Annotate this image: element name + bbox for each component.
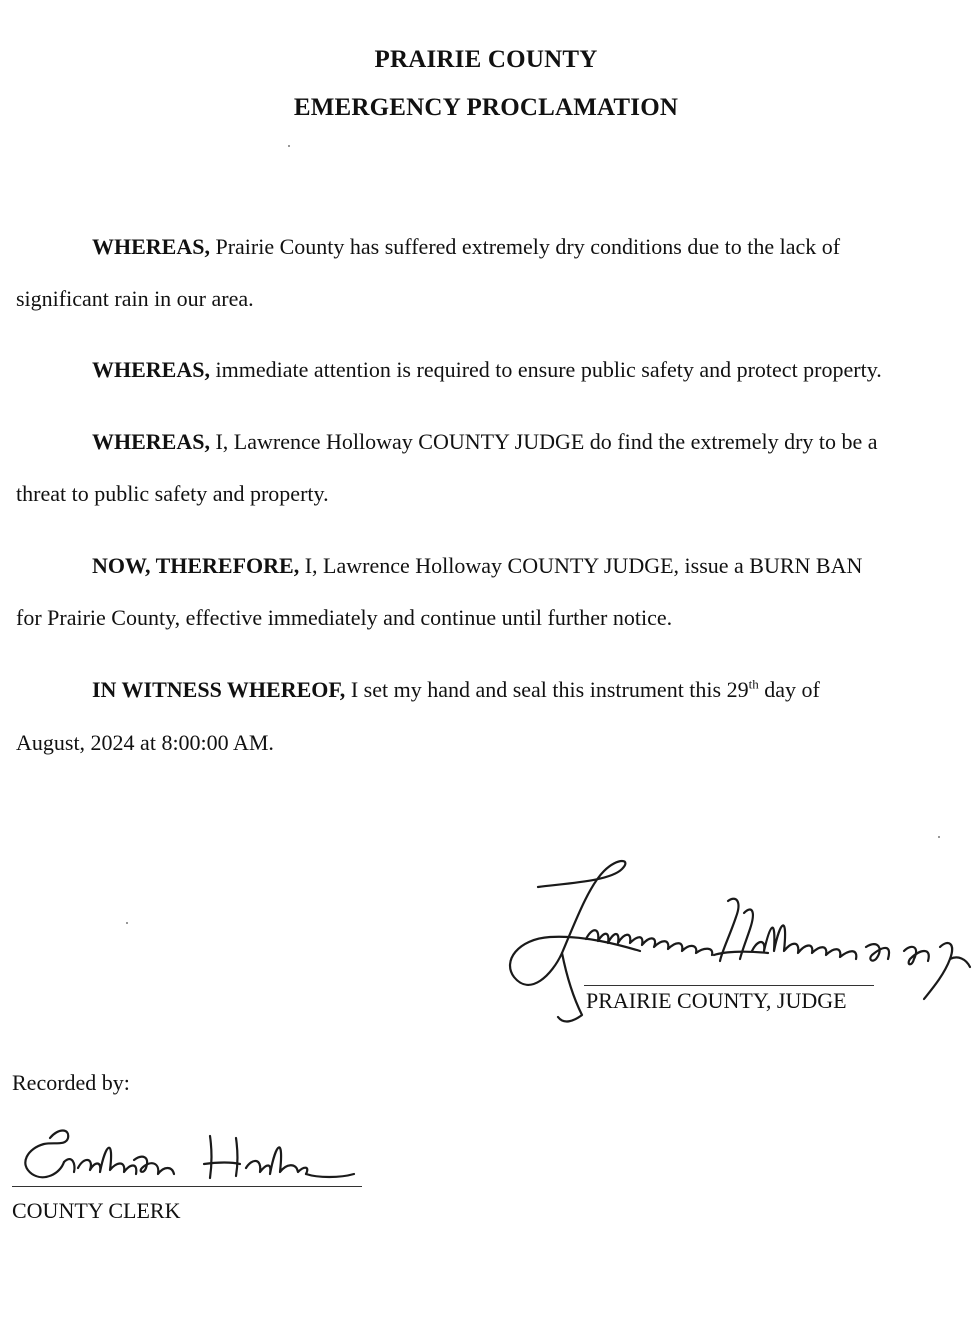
paragraph-2-line-1 [92,357,882,383]
scan-speck [126,922,128,924]
paragraph-1-text: Prairie County has suffered extremely dry conditions due to the lack of [209,234,841,259]
paragraph-5-line-1 [92,677,820,703]
clerk-signature-line [12,1186,362,1187]
recorded-by-label: Recorded by: [12,1070,130,1095]
paragraph-4-line-2: for Prairie County, effective immediately and continue until further notice. [16,605,673,630]
paragraph-3-text: I, Lawrence Holloway COUNTY JUDGE do find the extremely dry to be a [209,429,878,454]
paragraph-4-text: I, Lawrence Holloway COUNTY JUDGE, issue a BURN BAN [299,553,863,578]
paragraph-3-line-1 [92,429,878,455]
paragraph-1-line-1 [92,234,840,260]
paragraph-5-text-end: day of [758,677,820,702]
ordinal-suffix: th [748,676,759,692]
paragraph-4-lead: NOW, THEREFORE, [92,553,300,578]
paragraph-3-lead: WHEREAS, [92,429,210,454]
paragraph-5-text: I set my hand and seal this instrument this 29 [345,677,749,702]
paragraph-5-lead: IN WITNESS WHEREOF, [92,677,346,702]
paragraph-4-line-1 [92,553,862,579]
judge-signature-line [584,985,874,986]
paragraph-2-text: immediate attention is required to ensure public safety and protect property. [209,357,882,382]
judge-title: PRAIRIE COUNTY, JUDGE [586,988,847,1013]
paragraph-1-line-2: significant rain in our area. [16,286,254,311]
paragraph-5-line-2: August, 2024 at 8:00:00 AM. [16,730,274,755]
document-title: EMERGENCY PROCLAMATION [293,94,679,121]
paragraph-3-line-2: threat to public safety and property. [16,481,329,506]
scan-speck [938,836,940,838]
county-heading: PRAIRIE COUNTY [374,46,598,73]
paragraph-1-lead: WHEREAS, [92,234,210,259]
paragraph-2-lead: WHEREAS, [92,357,210,382]
clerk-signature [14,1124,364,1190]
scan-speck [288,145,290,147]
clerk-title: COUNTY CLERK [12,1198,181,1223]
